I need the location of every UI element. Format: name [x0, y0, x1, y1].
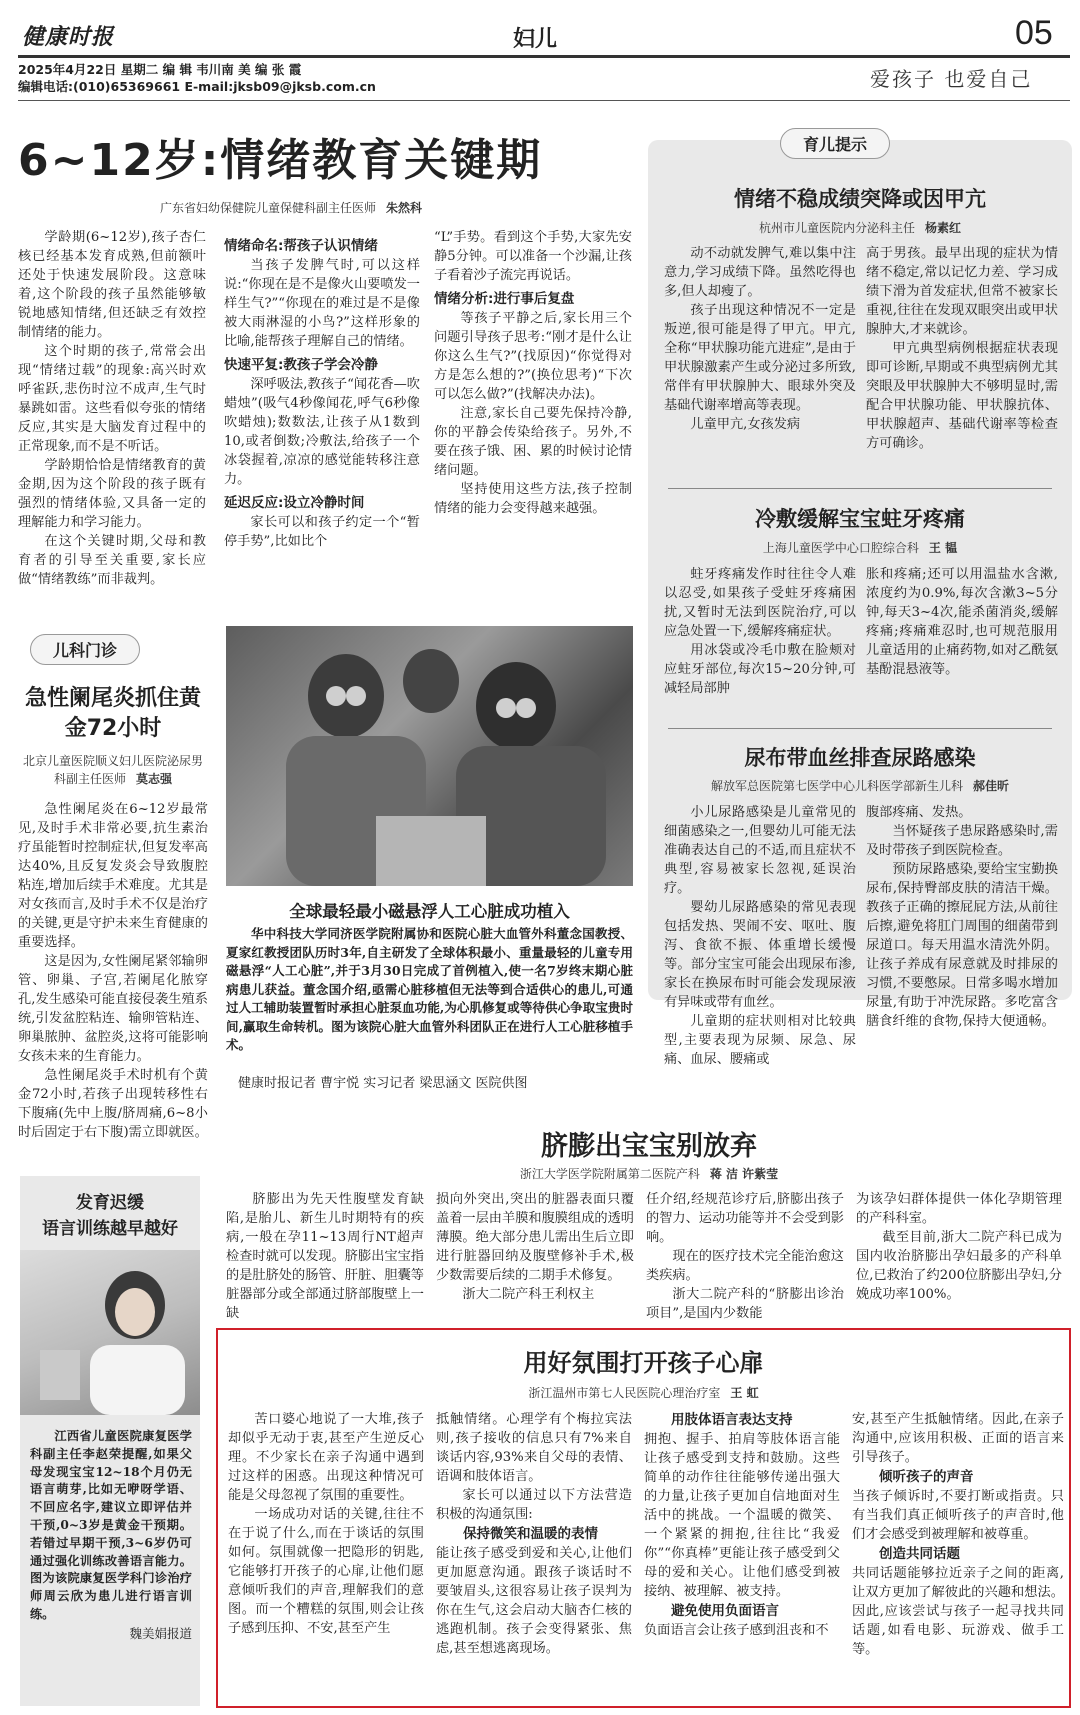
tip-divider: [668, 488, 1052, 489]
photo-caption: 华中科技大学同济医学院附属协和医院心脏大血管外科董念国教授、夏家红教授团队历时3年,自主研发了全球体积最小、重量最轻的儿童专用磁悬浮“人工心脏”,并于3月30日完成了首例植入,使一名7岁终末期心脏病患儿获益。董念国介绍,亟需心脏移植但无法等到合适供心的患儿,可通过人工辅助装置暂时承担心脏泵血功能,为心肌修复或等待供心争取宝贵时间,赢取生命转机。图为该院心脏大血管外科团队正在进行人工心脏移植手术。: [226, 926, 633, 1052]
pediatric-clinic-tag: 儿科门诊: [30, 634, 140, 665]
tip3-col-1: 小儿尿路感染是儿童常见的细菌感染之一,但婴幼儿可能无法准确表达自己的不适,而且症状不典型,容易被家长忽视,延误治疗。 婴幼儿尿路感染的常见表现包括发热、哭闹不安、呕吐、腹泻、食欲不振、体重增长缓慢等。部分宝宝可能会出现尿布渗,家长在换尿布时可能会发现尿液有异味或带有血丝。 儿童期的症状则相对比较典型,主要表现为尿频、尿急、尿痛、血尿、腰痛或: [664, 805, 856, 1067]
masthead-logo: 健康时报: [22, 25, 115, 50]
main-col-2: 情绪命名:帮孩子认识情绪 当孩子发脾气时,可以这样说:“你现在是不是像火山要喷发一样生气?”“你现在的难过是不是像被大雨淋湿的小鸟?”这样形象的比喻,能帮孩子理解自己的情绪。 快速平复:教孩子学会冷静 深呼吸法,教孩子“闻花香—吹蜡烛”(吸气4秒像闻花,呼气6秒像吹蜡烛);数数法,让孩子从1数到10,或者倒数;冷敷法,给孩子一个冰袋握着,凉凉的感觉能转移注意力。 延迟反应:设立冷静时间 家长可以和孩子约定一个“暂停手势”,比如比个: [224, 238, 420, 549]
atmosphere-col-1: 苦口婆心地说了一大堆,孩子却似乎无动于衷,甚至产生逆反心理。不少家长在亲子沟通中遇到过这样的困惑。出现这种情况可能是父母忽视了氛围的重要性。 一场成功对话的关键,往往不在于说了什么,而在于谈话的氛围如何。氛围就像一把隐形的钥匙,它能够打开孩子的心扉,让他们愿意倾听我们的声音,理解我们的意图。而一个糟糕的氛围,则会让孩子感到压抑、不安,甚至产生: [228, 1412, 424, 1636]
tip1-col-1: 动不动就发脾气,难以集中注意力,学习成绩下降。虽然吃得也多,但人却瘦了。 孩子出现这种情况不一定是叛逆,很可能是得了甲亢。甲亢,全称“甲状腺功能亢进症”,是由于甲状腺激素产生或分泌过多所致,常伴有甲状腺肿大、眼球外突及基础代谢率增高等表现。 儿童甲亢,女孩发病: [664, 246, 856, 432]
surgery-illustration: [226, 626, 633, 886]
atmosphere-headline: 用好氛围打开孩子心扉: [523, 1349, 764, 1377]
navel-col-2: 损向外突出,突出的脏器表面只覆盖着一层由羊膜和腹膜组成的透明薄膜。绝大部分患儿需出生后立即进行脏器回纳及腹壁修补手术,极少数需要后续的二期手术修复。 浙大二院产科王利权主: [436, 1192, 634, 1302]
atmosphere-col-3: 用肢体语言表达支持 拥抱、握手、拍肩等肢体语言能让孩子感受到支持和鼓励。这些简单的动作往往能够传递出强大的力量,让孩子更加自信地面对生活中的挑战。一个温暖的微笑、一个紧紧的拥抱,往往比“我爱你”“你真棒”更能让孩子感受到父母的爱和关心。让他们感受到被接纳、被理解、被支持。 避免使用负面语言 负面语言会让孩子感到沮丧和不: [644, 1412, 840, 1638]
surgery-photo: [226, 626, 633, 886]
section-title: 妇儿: [513, 27, 558, 52]
navel-col-4: 为该孕妇群体提供一体化孕期管理的产科科室。 截至目前,浙大二院产科已成为国内收治脐膨出孕妇最多的产科单位,已救治了约200位脐膨出孕妇,分娩成功率100%。: [856, 1192, 1062, 1302]
tip1-byline: 杭州市儿童医院内分泌科主任 杨素红: [758, 221, 962, 235]
therapy-photo: [20, 1250, 200, 1415]
date-line: 2025年4月22日 星期二 编 辑 韦川南 美 编 张 霞: [18, 62, 302, 77]
atmosphere-col-4: 安,甚至产生抵触情绪。因此,在亲子沟通中,应该用积极、正面的语言来引导孩子。 倾听孩子的声音 当孩子倾诉时,不要打断或指责。只有当我们真正倾听孩子的声音时,他们才会感受到被理解和被尊重。 创造共同话题 共同话题能够拉近亲子之间的距离,让双方更加了解彼此的兴趣和想法。因此,应该尝试与孩子一起寻找共同话题,如看电影、玩游戏、做手工等。: [852, 1412, 1064, 1657]
clinic-body: 急性阑尾炎在6~12岁最常见,及时手术非常必要,抗生素治疗虽能暂时控制症状,但复发率高达40%,且反复发炎会导致腹腔粘连,增加后续手术难度。尤其是对女孩而言,及时手术不仅是治疗的关键,更是守护未来生育健康的重要选择。 这是因为,女性阑尾紧邻输卵管、卵巢、子宫,若阑尾化脓穿孔,发生感染可能直接侵袭生殖系统,引发盆腔粘连、输卵管粘连、卵巢脓肿、盆腔炎,这将可能影响女孩未来的生育能力。 急性阑尾炎手术时机有个黄金72小时,若孩子出现转移性右下腹痛(先中上腹/脐周痛,6~8小时后固定于右下腹)需立即就医。: [18, 802, 208, 1140]
atmosphere-byline: 浙江温州市第七人民医院心理治疗室 王 虹: [528, 1386, 759, 1400]
tip1-col-2: 高于男孩。最早出现的症状为情绪不稳定,常以记忆力差、学习成绩下滑为首发症状,但常不被家长重视,往往在发现双眼突出或甲状腺肿大,才来就诊。 甲亢典型病例根据症状表现即可诊断,早期或不典型病例尤其突眼及甲状腺肿大不够明显时,需配合甲状腺功能、甲状腺抗体、甲状腺超声、基础代谢率等检查方可确诊。: [866, 246, 1058, 451]
navel-col-1: 脐膨出为先天性腹壁发育缺陷,是胎儿、新生儿时期特有的疾病,一般在孕11~13周行NT超声检查时就可以发现。脐膨出宝宝指的是肚脐处的肠管、肝脏、胆囊等脏器部分或全部通过脐部腹壁上一缺: [226, 1192, 424, 1321]
tip-divider: [668, 728, 1052, 729]
page-number: 05: [1015, 14, 1053, 52]
language-body: 江西省儿童医院康复医学科副主任李赵荣提醒,如果父母发现宝宝12~18个月仍无语言萌芽,比如无咿呀学语、不回应名字,建议立即评估并干预,0~3岁是黄金干预期。若错过早期干预,3~6岁仍可通过强化训练改善语言能力。图为该院康复医学科门诊治疗师周云欣为患儿进行语言训练。 魏美娟报道: [30, 1429, 192, 1641]
atmosphere-col-2: 抵触情绪。心理学有个梅拉宾法则,孩子接收的信息只有7%来自谈话内容,93%来自父母的表情、语调和肢体语言。 家长可以通过以下方法营造积极的沟通氛围: 保持微笑和温暖的表情 能让孩子感受到爱和关心,让他们更加愿意沟通。跟孩子谈话时不要皱眉头,这很容易让孩子误判为你在生气,这会启动大脑杏仁核的逃跑机制。孩子会变得紧张、焦虑,甚至想逃离现场。: [436, 1412, 632, 1656]
slogan: 爱孩子 也爱自己: [870, 67, 1033, 91]
tip3-headline: 尿布带血丝排查尿路感染: [744, 746, 976, 770]
photo-caption-title: 全球最轻最小磁悬浮人工心脏成功植入: [289, 902, 570, 921]
tip2-col-2: 胀和疼痛;还可以用温盐水含漱,浓度约为0.9%,每次含漱3~5分钟,每天3~4次,能杀菌消炎,缓解疼痛;疼痛难忍时,也可规范服用儿童适用的止痛药物,如对乙酰氨基酚混悬液等。: [866, 567, 1058, 677]
contact-line: 编辑电话:(010)65369661 E-mail:jksb09@jksb.com.cn: [18, 79, 376, 94]
navel-headline: 脐膨出宝宝别放弃: [541, 1131, 757, 1162]
navel-byline: 浙江大学医学院附属第二医院产科 蒋 洁 许紫莹: [519, 1167, 779, 1181]
masthead-info: [18, 61, 376, 95]
tip2-col-1: 蛀牙疼痛发作时往往令人难以忍受,如果孩子受蛀牙疼痛困扰,又暂时无法到医院治疗,可以应急处置一下,缓解疼痛症状。 用冰袋或冷毛巾敷在脸颊对应蛀牙部位,每次15~20分钟,可减轻局部肿: [664, 567, 856, 696]
therapist-illustration: [20, 1250, 200, 1415]
main-col-3: “L”手势。看到这个手势,大家先安静5分钟。可以准备一个沙漏,让孩子看着沙子流完再说话。 情绪分析:进行事后复盘 等孩子平静之后,家长用三个问题引导孩子思考:“刚才是什么让你这么生气?”(找原因)“你觉得对方是怎么想的?”(换位思考)“下次可以怎么做?”(找解决办法)。 注意,家长自己要先保持冷静,你的平静会传染给孩子。另外,不要在孩子饿、困、累的时候讨论情绪问题。 坚持使用这些方法,孩子控制情绪的能力会变得越来越强。: [434, 230, 632, 516]
tip2-headline: 冷敷缓解宝宝蛀牙疼痛: [755, 507, 965, 531]
main-col-1: 学龄期(6~12岁),孩子杏仁核已经基本发育成熟,但前额叶还处于快速发展阶段。这意味着,这个阶段的孩子虽然能够敏锐地感知情绪,但还缺乏有效控制情绪的能力。 这个时期的孩子,常常会出现“情绪过载”的现象:高兴时欢呼雀跃,悲伤时泣不成声,生气时暴跳如雷。这些看似夸张的情绪反应,其实是大脑发育过程中的正常现象,而不是不听话。 学龄期恰恰是情绪教育的黄金期,因为这个阶段的孩子既有强烈的情绪体验,又具备一定的理解能力和学习能力。 在这个关键时期,父母和教育者的引导至关重要,家长应做“情绪教练”而非裁判。: [18, 230, 206, 587]
tip3-byline: 解放军总医院第七医学中心儿科医学部新生儿科 郝佳昕: [710, 779, 1010, 793]
language-credit: 魏美娟报道: [129, 1625, 192, 1641]
photo-credit: 健康时报记者 曹宇悦 实习记者 梁思涵文 医院供图: [238, 1076, 528, 1091]
language-headline: 发育迟缓 语言训练越早越好: [42, 1193, 178, 1239]
tip2-byline: 上海儿童医学中心口腔综合科 王 韫: [762, 541, 958, 555]
main-headline: 6~12岁:情绪教育关键期: [18, 135, 543, 186]
main-byline: 广东省妇幼保健院儿童保健科副主任医师 朱然科: [160, 201, 423, 215]
masthead-rule: [18, 55, 1070, 58]
clinic-byline: 北京儿童医院顺义妇儿医院泌尿男科副主任医师 莫志强: [22, 754, 203, 786]
masthead-bottom-rule: [18, 100, 1070, 101]
navel-col-3: 任介绍,经规范诊疗后,脐膨出孩子的智力、运动功能等并不会受到影响。 现在的医疗技术完全能治愈这类疾病。 浙大二院产科的“脐膨出诊治项目”,是国内少数能: [646, 1192, 844, 1321]
parenting-tips-tag: 育儿提示: [780, 128, 890, 159]
tip3-col-2: 腹部疼痛、发热。 当怀疑孩子患尿路感染时,需及时带孩子到医院检查。 预防尿路感染,要给宝宝勤换尿布,保持臀部皮肤的清洁干燥。教孩子正确的擦屁屁方法,从前往后擦,避免将肛门周围的细菌带到尿道口。每天用温水清洗外阴。让孩子养成有尿意就及时排尿的习惯,不要憋尿。日常多喝水增加尿量,有助于冲洗尿路。多吃富含膳食纤维的食物,保持大便通畅。: [866, 805, 1058, 1029]
tip1-headline: 情绪不稳成绩突降或因甲亢: [734, 187, 986, 211]
clinic-headline: 急性阑尾炎抓住黄金72小时: [24, 686, 201, 741]
